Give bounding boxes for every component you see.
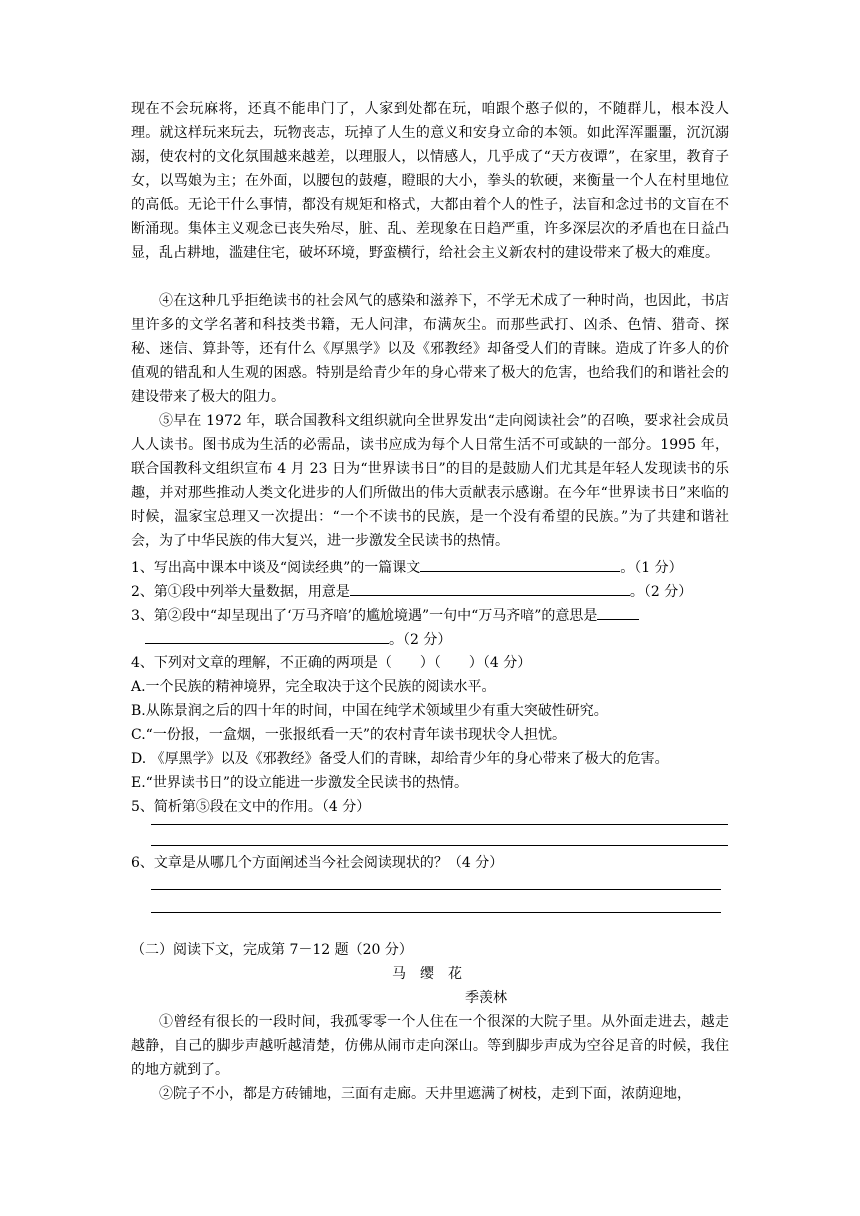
passage-paragraph-4: ④在这种几乎拒绝读书的社会风气的感染和滋养下，不学无术成了一种时尚，也因此，书店里许多的文学名著和科技类书籍，无人问津，布满灰尘。而那些武打、凶杀、色情、猎奇、探秘、迷信、算卦等，还有什么《厚黑学》以及《邪教经》却备受人们的青睐。造成了许多人的价值观的错乱和人生观的困惑。特别是给青少年的身心带来了极大的危害，也给我们的和谐社会的建设带来了极大的阻力。: [131, 293, 729, 405]
question-1-points: 。（1 分）: [620, 560, 683, 576]
question-1-text: 1、写出高中课本中谈及“阅读经典”的一篇课文: [131, 560, 421, 576]
question-2: [131, 579, 731, 604]
question-5-answer-line-1[interactable]: [151, 824, 728, 825]
question-3: [131, 603, 731, 628]
question-2-text: 2、第①段中列举大量数据，用意是: [131, 584, 350, 600]
question-3-text: 3、第②段中“却呈现出了‘万马齐喑’的尴尬境遇”一句中“万马齐喑”的意思是: [131, 608, 598, 624]
question-6-answer-line-2[interactable]: [151, 912, 721, 913]
question-2-answer-blank[interactable]: [350, 579, 630, 596]
question-6-answer-line-1[interactable]: [151, 889, 721, 890]
question-5: 5、简析第⑤段在文中的作用。（4 分）: [131, 799, 371, 815]
question-6: 6、文章是从哪几个方面阐述当今社会阅读现状的？（4 分）: [131, 855, 504, 871]
article-paragraph-2: ②院子不小，都是方砖铺地，三面有走廊。天井里遮满了树枝，走到下面，浓荫迎地，: [159, 1086, 691, 1102]
question-4-option-d: D. 《厚黑学》以及《邪教经》备受人们的青睐，却给青少年的身心带来了极大的危害。: [131, 751, 669, 767]
question-3-points: 。（2 分）: [389, 632, 452, 648]
question-4: 4、下列对文章的理解，不正确的两项是（ ）（ ）（4 分）: [131, 655, 532, 671]
article-title: 马 缨 花: [392, 966, 462, 982]
question-1: [131, 555, 731, 580]
question-4-option-b: B.从陈景润之后的四十年的时间，中国在纯学术领域里少有重大突破性研究。: [131, 703, 608, 719]
question-5-answer-line-2[interactable]: [151, 845, 728, 846]
article-paragraph-1: ①曾经有很长的一段时间，我孤零零一个人住在一个很深的大院子里。从外面走进去，越走越静，自己的脚步声越听越清楚，仿佛从闹市走向深山。等到脚步声成为空谷足音的时候，我住的地方就到了。: [131, 1014, 729, 1078]
question-2-points: 。（2 分）: [629, 584, 693, 600]
question-4-option-a: A.一个民族的精神境界，完全取决于这个民族的阅读水平。: [131, 679, 496, 695]
question-3-answer-blank-b[interactable]: [145, 627, 389, 644]
passage-paragraph-5: ⑤早在 1972 年，联合国教科文组织就向全世界发出“走向阅读社会”的召唤，要求社会成员人人读书。图书成为生活的必需品，读书应成为每个人日常生活不可或缺的一部分。1995 年，联合国教科文组织宣布 4 月 23 日为“世界读书日”的目的是鼓励人们尤其是年轻人发现读书的乐趣，并对那些推动人类文化进步的人们所做出的伟大贡献表示感谢。在今年“世界读书日”来临的时候，温家宝总理又一次提出：“一个不读书的民族，是一个没有希望的民族。”为了共建和谐社会，为了中华民族的伟大复兴，进一步激发全民读书的热情。: [131, 413, 729, 549]
question-4-option-c: C.“一份报，一盒烟，一张报纸看一天”的农村青年读书现状令人担忧。: [131, 727, 566, 743]
question-1-answer-blank[interactable]: [420, 555, 620, 572]
passage-paragraph-3-continued: 现在不会玩麻将，还真不能串门了，人家到处都在玩，咱跟个憨子似的，不随群儿，根本没人理。就这样玩来玩去，玩物丧志，玩掉了人生的意义和安身立命的本领。如此浑浑噩噩，沉沉溺溺，使农村的文化氛围越来越差，以理服人，以情感人，几乎成了“天方夜谭”，在家里，教育子女，以骂娘为主；在外面，以腰包的鼓瘪，瞪眼的大小，拳头的软硬，来衡量一个人在村里地位的高低。无论干什么事情，都没有规矩和格式，大都由着个人的性子，法盲和念过书的文盲在不断涌现。集体主义观念已丧失殆尽，脏、乱、差现象在日趋严重，许多深层次的矛盾也在日益凸显，乱占耕地，滥建住宅，破坏环境，野蛮横行，给社会主义新农村的建设带来了极大的难度。: [131, 101, 729, 261]
article-author: 季羡林: [465, 990, 507, 1006]
question-4-option-e: E.“世界读书日”的设立能进一步激发全民读书的热情。: [131, 775, 468, 791]
question-3-answer-blank-a[interactable]: [597, 603, 639, 620]
question-3-continued: [145, 627, 745, 652]
section-2-intro: （二）阅读下文，完成第 7－12 题（20 分）: [131, 942, 413, 958]
